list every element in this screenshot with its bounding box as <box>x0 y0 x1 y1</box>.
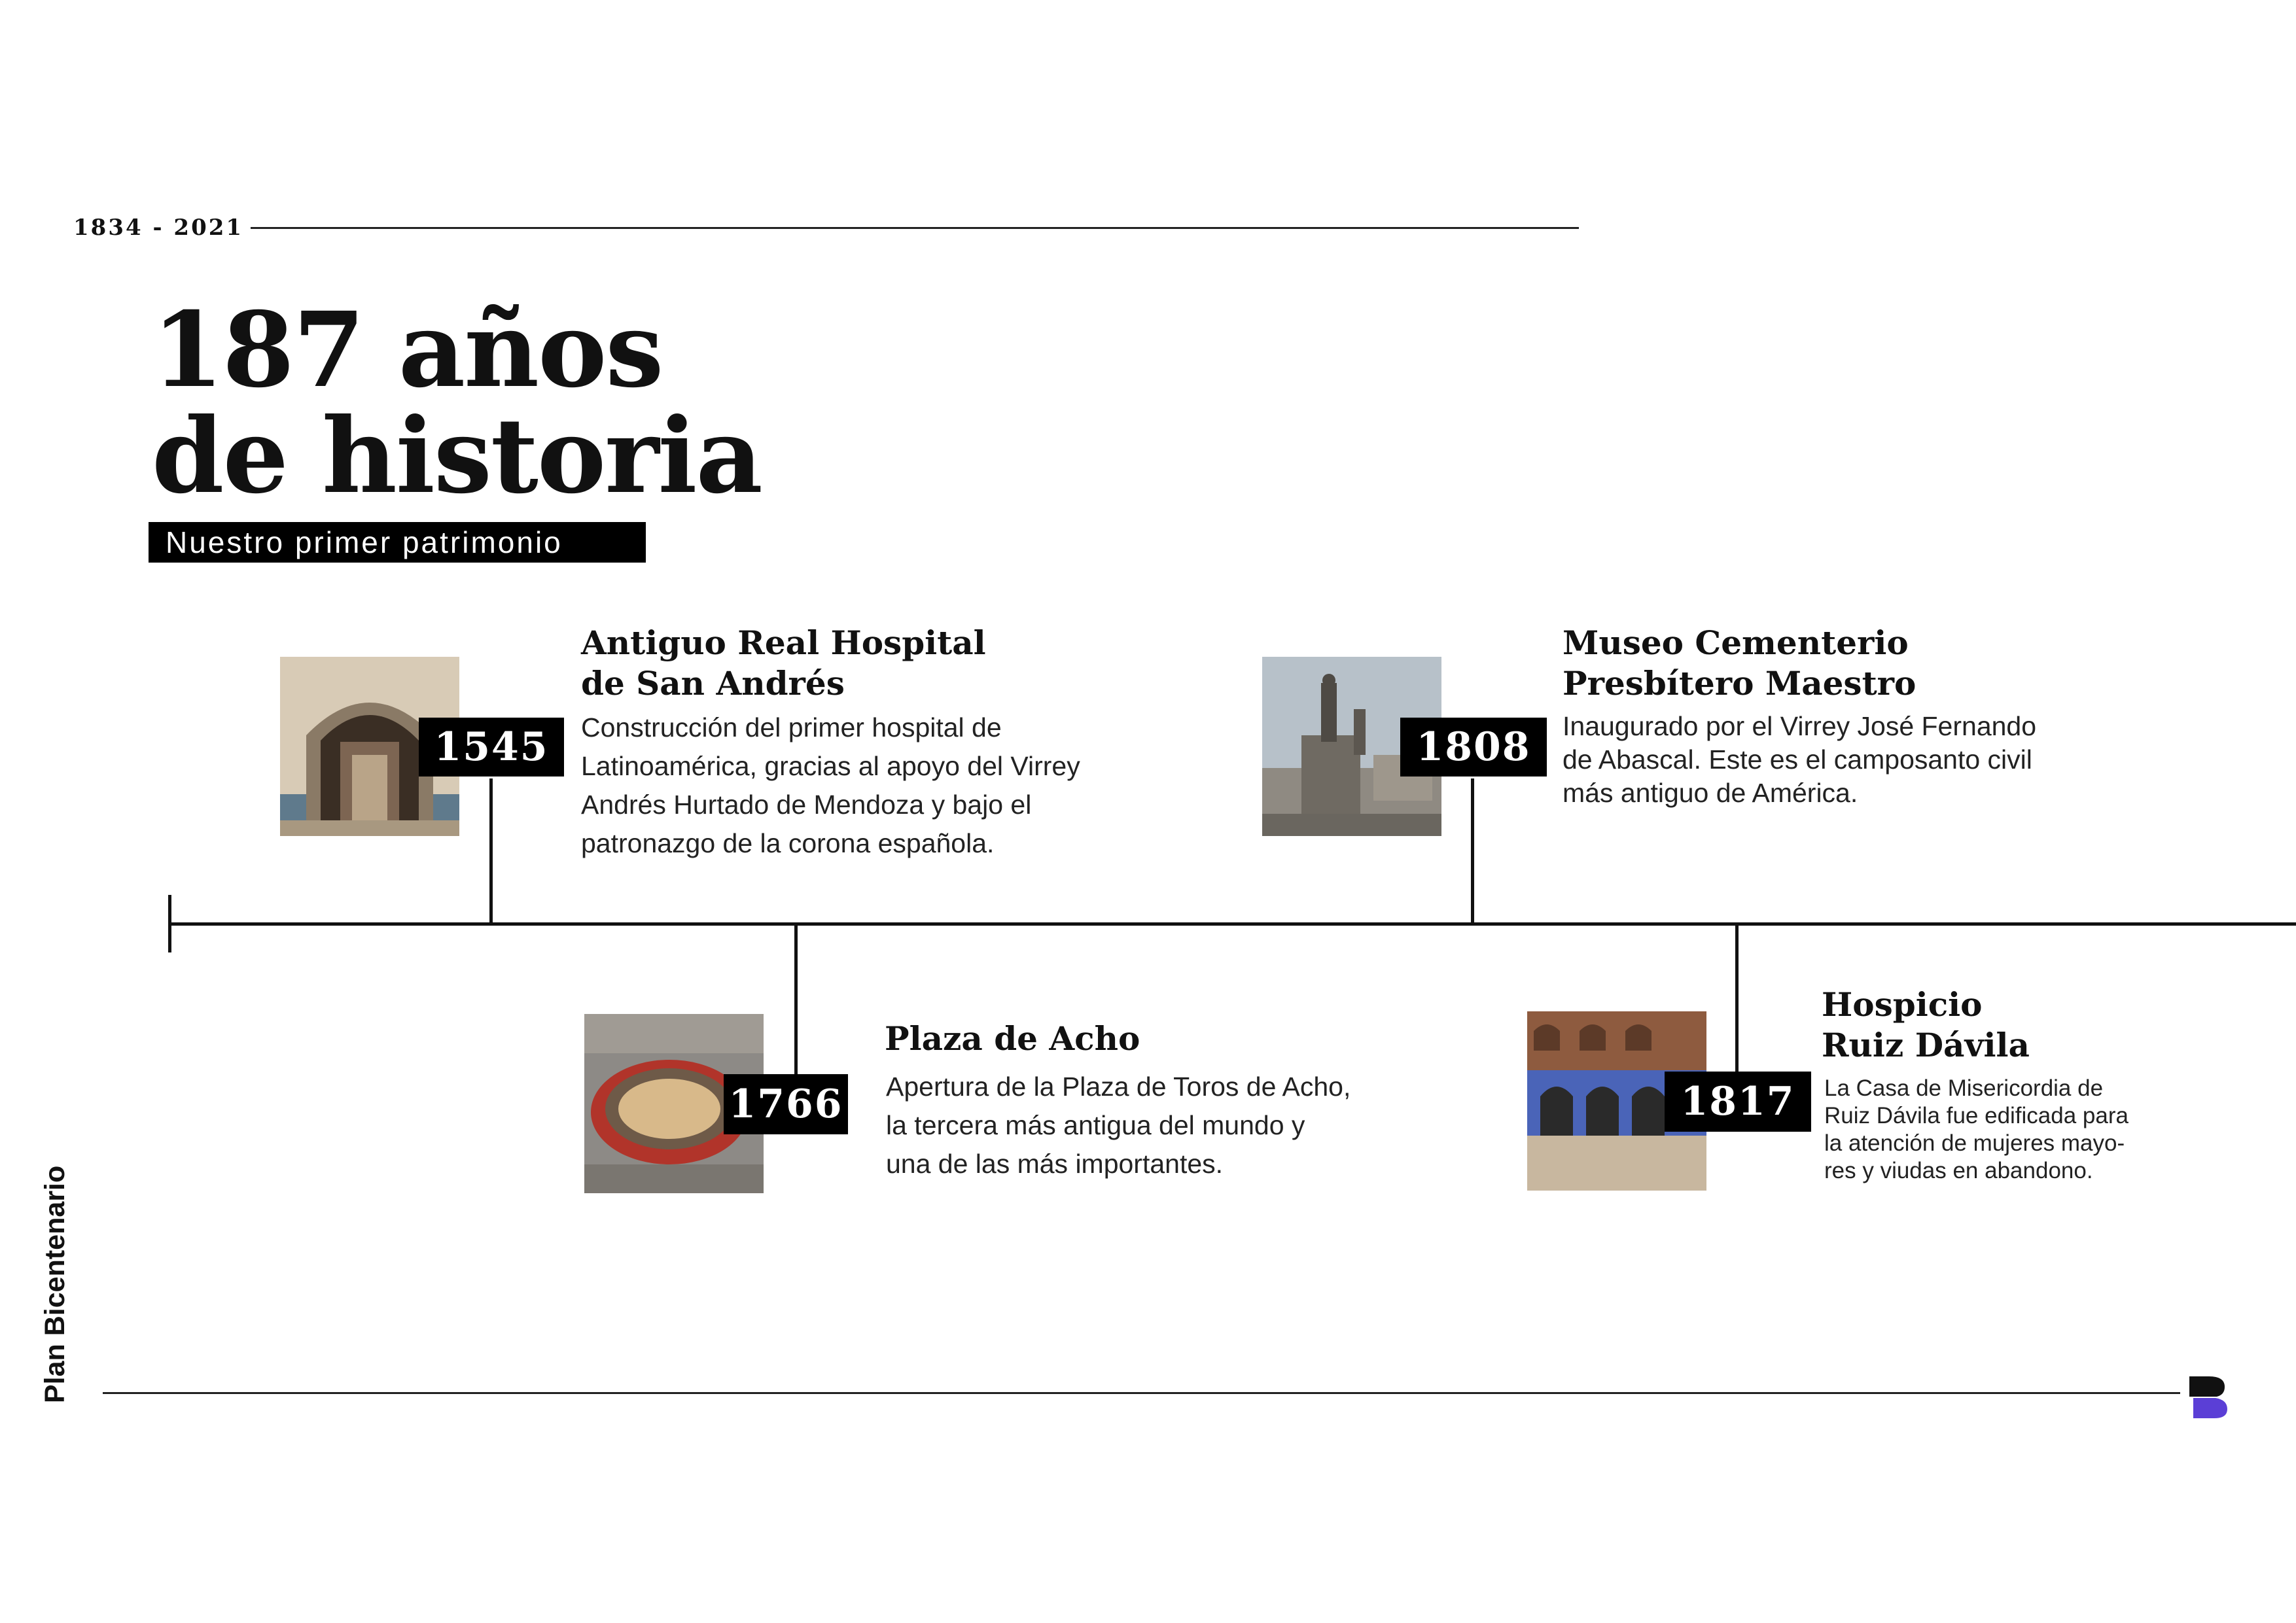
timeline-axis <box>169 922 2296 926</box>
date-range: 1834 - 2021 <box>73 215 244 241</box>
side-brand-label: Plan Bicentenario <box>39 1165 71 1403</box>
timeline-start-tick <box>168 895 171 952</box>
event-title-1817 <box>1822 985 2030 1066</box>
b-logo-icon <box>2189 1376 2229 1418</box>
event-desc-1817-line-2: Ruiz Dávila fue edificada para <box>1824 1103 2128 1128</box>
event-title-1817-line-1: Hospicio <box>1822 985 1983 1024</box>
event-title-1545 <box>581 623 986 704</box>
page-title-line-1: 187 años <box>152 290 663 411</box>
year-badge-1817: 1817 <box>1665 1072 1811 1132</box>
event-title-1766: Plaza de Acho <box>885 1019 1140 1058</box>
event-title-1808-line-2: Presbítero Maestro <box>1563 664 1916 703</box>
event-desc-1817 <box>1824 1075 2217 1185</box>
event-desc-1808 <box>1563 710 2151 810</box>
connector-1545 <box>489 778 493 925</box>
event-desc-1545-line-2: Latinoamérica, gracias al apoyo del Virrey <box>581 751 1080 781</box>
event-desc-1545-line-4: patronazgo de la corona española. <box>581 828 995 858</box>
connector-1817 <box>1735 922 1739 1074</box>
event-desc-1808-line-1: Inaugurado por el Virrey José Fernando <box>1563 711 2037 741</box>
page-title <box>152 290 762 517</box>
event-desc-1817-line-4: res y viudas en abandono. <box>1824 1158 2093 1183</box>
year-badge-1766: 1766 <box>724 1074 848 1134</box>
event-desc-1766-line-2: la tercera más antigua del mundo y <box>886 1110 1305 1140</box>
event-desc-1808-line-2: de Abascal. Este es el camposanto civil <box>1563 744 2032 775</box>
year-badge-1545: 1545 <box>419 718 564 777</box>
footer-divider <box>103 1392 2180 1394</box>
event-desc-1545-line-1: Construcción del primer hospital de <box>581 712 1002 742</box>
event-title-1808 <box>1563 623 1916 704</box>
event-desc-1545 <box>581 708 1170 863</box>
event-title-1808-line-1: Museo Cementerio <box>1563 623 1909 662</box>
event-title-1817-line-2: Ruiz Dávila <box>1822 1026 2030 1064</box>
event-desc-1766-line-3: una de las más importantes. <box>886 1149 1224 1179</box>
connector-1808 <box>1471 778 1474 925</box>
event-title-1545-line-2: de San Andrés <box>581 664 845 703</box>
event-desc-1766-line-1: Apertura de la Plaza de Toros de Acho, <box>886 1072 1351 1102</box>
subtitle-badge: Nuestro primer patrimonio <box>149 522 646 563</box>
event-title-1545-line-1: Antiguo Real Hospital <box>581 623 986 662</box>
event-desc-1766 <box>886 1068 1475 1183</box>
page-title-line-2: de historia <box>152 396 762 517</box>
event-desc-1808-line-3: más antiguo de América. <box>1563 778 1858 808</box>
year-badge-1808: 1808 <box>1400 718 1547 777</box>
header-divider <box>251 227 1579 229</box>
event-desc-1545-line-3: Andrés Hurtado de Mendoza y bajo el <box>581 790 1032 820</box>
event-desc-1817-line-1: La Casa de Misericordia de <box>1824 1075 2104 1101</box>
connector-1766 <box>794 922 798 1074</box>
event-desc-1817-line-3: la atención de mujeres mayo- <box>1824 1130 2125 1156</box>
